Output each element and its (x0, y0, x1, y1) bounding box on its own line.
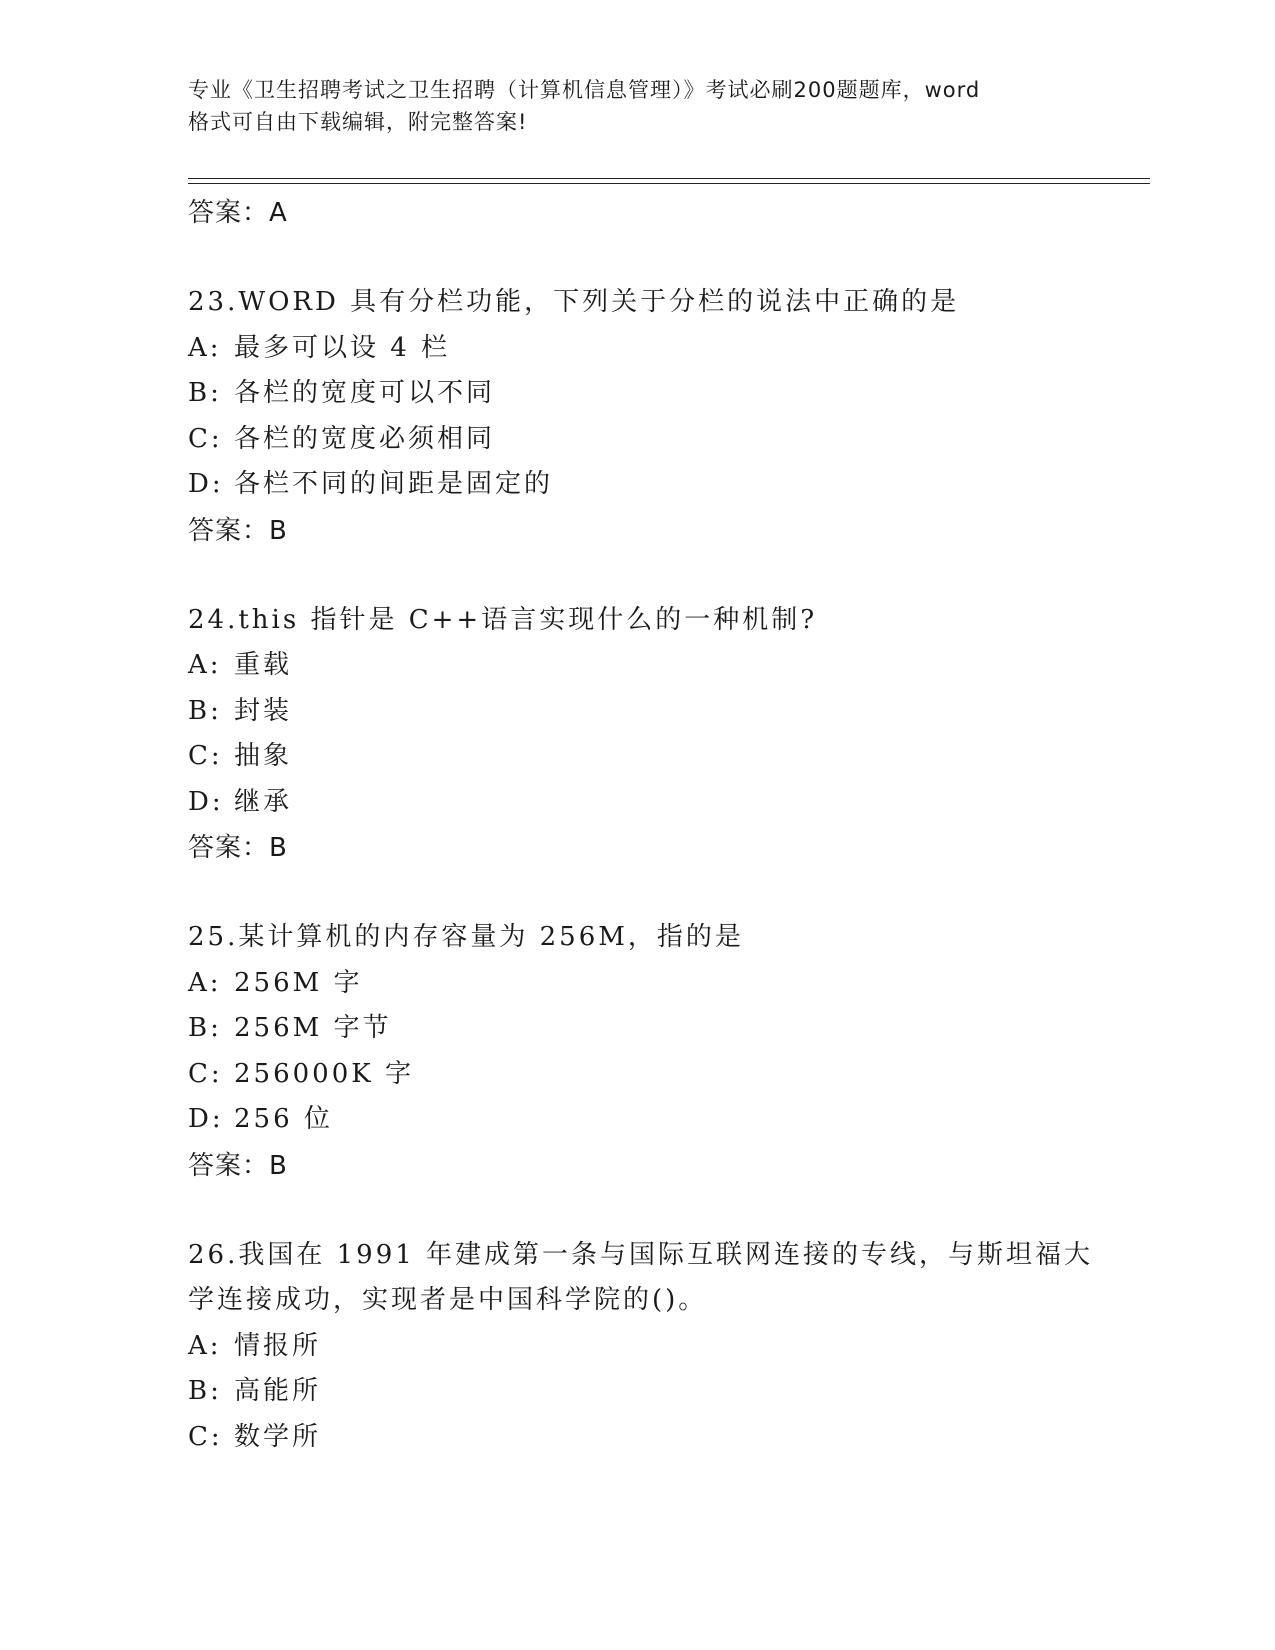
option-key: B: (188, 1013, 222, 1043)
option-key: C: (188, 1421, 223, 1452)
option-text: 256 位 (234, 1104, 333, 1134)
option-d (188, 462, 1148, 508)
option-text: 各栏不同的间距是固定的 (234, 469, 554, 499)
question-stem: 23.WORD 具有分栏功能，下列关于分栏的说法中正确的是 (188, 287, 960, 317)
option-text: 数学所 (234, 1421, 322, 1452)
option-key: C: (188, 1058, 223, 1089)
option-text: 各栏的宽度必须相同 (234, 423, 496, 454)
option-a (188, 326, 1148, 372)
option-text: 256M 字 (234, 967, 363, 998)
option-key: C: (188, 741, 223, 771)
option-c (188, 1415, 1148, 1461)
option-text: 256M 字节 (234, 1013, 392, 1043)
option-text: 各栏的宽度可以不同 (234, 378, 496, 408)
header-line-1: 专业《卫生招聘考试之卫生招聘（计算机信息管理）》考试必刷200题题库，word (188, 78, 981, 102)
question-26 (188, 1233, 1148, 1461)
option-text: 抽象 (234, 741, 293, 771)
option-key: B: (188, 1376, 222, 1406)
answer-line: 答案：B (188, 515, 288, 546)
option-key: D: (188, 469, 224, 499)
option-key: D: (188, 786, 224, 817)
document-header (188, 74, 1108, 138)
option-text: 封装 (234, 695, 293, 726)
option-text: 情报所 (234, 1330, 322, 1361)
option-a (188, 1324, 1148, 1370)
option-c (188, 1052, 1148, 1098)
answer-line: 答案：A (188, 198, 288, 228)
option-a (188, 643, 1148, 689)
option-b (188, 689, 1148, 735)
option-text: 继承 (234, 786, 293, 817)
option-b (188, 1006, 1148, 1052)
option-d (188, 780, 1148, 826)
question-stem: 24.this 指针是 C++语言实现什么的一种机制? (188, 604, 818, 635)
option-key: A: (188, 1330, 222, 1361)
question-stem-line-2: 学连接成功，实现者是中国科学院的()。 (188, 1285, 708, 1315)
option-key: A: (188, 650, 222, 680)
option-key: B: (188, 695, 222, 726)
question-stem-line-1: 26.我国在 1991 年建成第一条与国际互联网连接的专线，与斯坦福大 (188, 1239, 1094, 1270)
option-d (188, 1097, 1148, 1143)
header-rule-bottom (188, 183, 1150, 184)
answer-line: 答案：B (188, 833, 288, 863)
question-list (188, 190, 1148, 1460)
question-stem: 25.某计算机的内存容量为 256M，指的是 (188, 922, 744, 952)
option-text: 256000K 字 (234, 1058, 414, 1089)
header-line-2: 格式可自由下载编辑，附完整答案! (188, 110, 528, 134)
option-key: A: (188, 967, 222, 998)
header-rule-top (188, 178, 1150, 179)
question-23 (188, 280, 1148, 554)
option-c (188, 417, 1148, 463)
option-text: 最多可以设 4 栏 (234, 332, 451, 363)
question-24 (188, 598, 1148, 872)
answer-line: 答案：B (188, 1150, 288, 1181)
option-key: C: (188, 423, 223, 454)
option-a (188, 961, 1148, 1007)
question-25 (188, 915, 1148, 1189)
option-text: 高能所 (234, 1376, 322, 1406)
option-c (188, 734, 1148, 780)
option-key: D: (188, 1104, 224, 1134)
option-key: B: (188, 378, 222, 408)
option-b (188, 371, 1148, 417)
option-key: A: (188, 332, 222, 363)
option-text: 重载 (234, 650, 293, 680)
option-b (188, 1369, 1148, 1415)
